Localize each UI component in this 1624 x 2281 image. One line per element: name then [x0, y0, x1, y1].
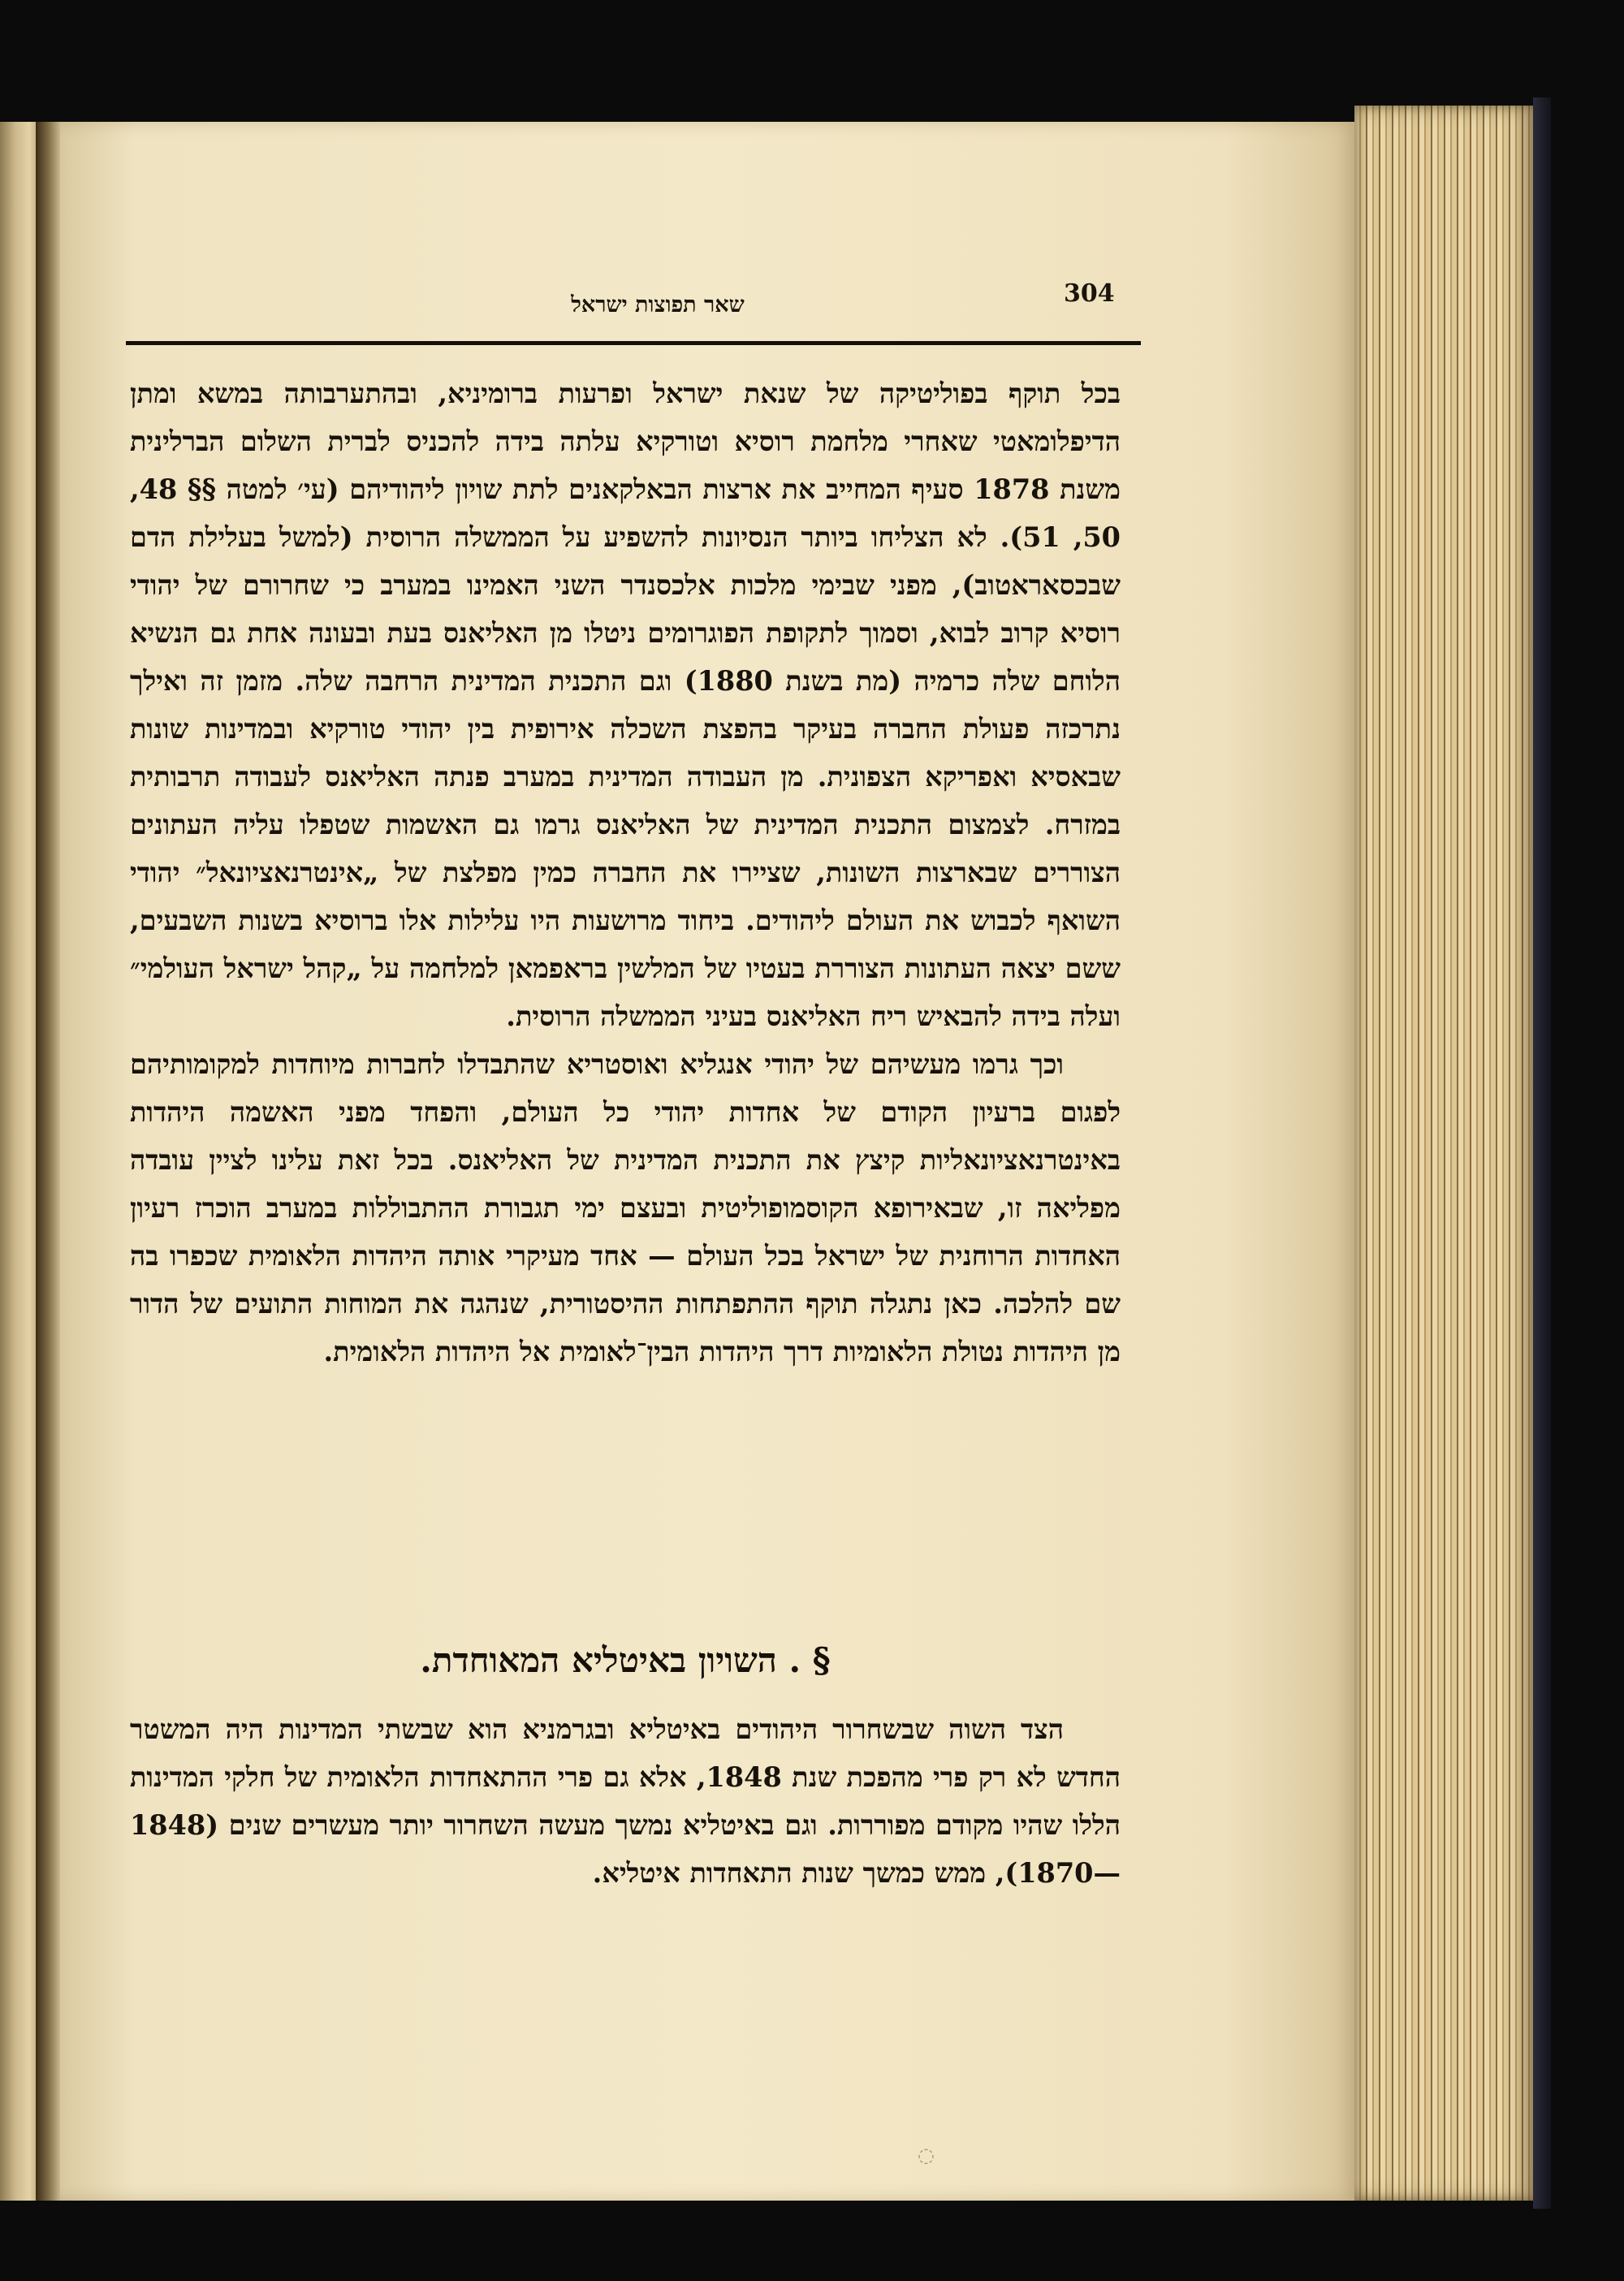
- section-heading: [130, 1640, 1121, 1681]
- facing-page-edge: [0, 122, 39, 2201]
- header-rule: [126, 341, 1141, 345]
- section-paragraph: הצד השוה שבשחרור היהודים באיטליא ובגרמניא הוא שבשתי המדינות היה המשטר החדש לא רק פרי מהפכת שנת 1848, אלא גם פרי ההתאחדות הלאומית של חלקי המדינות הללו שהיו מקודם מפוררות. וגם באיטליא נמשך מעשה השחרור יותר מעשרים שנים (1848—1870), ממש כמשך שנות התאחדות איטליא.: [130, 1713, 1121, 1889]
- body-text: [130, 369, 1121, 1376]
- paragraph-2: וכך גרמו מעשיהם של יהודי אנגליא ואוסטריא שהתבדלו לחברות מיוחדות למקומותיהם לפגום ברעיון הקודם של אחדות יהודי כל העולם, והפחד מפני האשמה היהדות באינטרנאציונאליות קיצץ את התכנית המדינית של האליאנס. בכל זאת עלינו לציין עובדה מפליאה זו, שבאירופא הקוסמופוליטית ובעצם ימי תגבורת ההתבוללות במערב הוכרז רעיון האחדות הרוחנית של ישראל בכל העולם — אחד מעיקרי אותה היהדות הלאומית שכפרו בה שם להלכה. כאן נתגלה תוקף ההתפתחות ההיסטורית, שנהגה את המוחות התועים של הדור מן היהדות נטולת הלאומיות דרך היהדות הבין־לאומית אל היהדות הלאומית.: [130, 1048, 1121, 1367]
- section-title: . השויון באיטליא המאוחדת.: [420, 1640, 801, 1680]
- section-text: [130, 1705, 1121, 1897]
- page-edges-stack: [1354, 106, 1541, 2201]
- book-gutter: [36, 122, 60, 2201]
- section-symbol: §: [812, 1640, 831, 1680]
- book-cover-edge: [1533, 97, 1551, 2209]
- footer-mark: ◌: [918, 2144, 935, 2167]
- paragraph-1: בכל תוקף בפוליטיקה של שנאת ישראל ופרעות ברומיניא, ובהתערבותה במשא ומתן הדיפלומאטי שאחרי מלחמת רוסיא וטורקיא עלתה בידה להכניס לברית השלום הברלינית משנת 1878 סעיף המחייב את ארצות הבאלקאנים לתת שויון ליהודיהם (עי׳ למטה §§ 48, 50, 51). לא הצליחו ביותר הנסיונות להשפיע על הממשלה הרוסית (למשל בעלילת הדם שבכסאראטוב), מפני שבימי מלכות אלכסנדר השני האמינו במערב כי שחרורם של יהודי רוסיא קרוב לבוא, וסמוך לתקופת הפוגרומים ניטלו מן האליאנס בעת ובעונה אחת גם הנשיא הלוחם שלה כרמיה (מת בשנת 1880) וגם התכנית המדינית הרחבה שלה. מזמן זה ואילך נתרכזה פעולת החברה בעיקר בהפצת השכלה אירופית בין יהודי טורקיא ובמדינות שונות שבאסיא ואפריקא הצפונית. מן העבודה המדינית במערב פנתה האליאנס לעבודה תרבותית במזרח. לצמצום התכנית המדינית של האליאנס גרמו גם האשמות שטפלו עליה העתונים הצוררים שבארצות השונות, שציירו את החברה כמין מפלצת של „אינטרנאציונאל״ יהודי השואף לכבוש את העולם ליהודים. ביחוד מרושעות היו עלילות אלו ברוסיא בשנות השבעים, ששם יצאה העתונות הצוררת בעטיו של המלשין בראפמאן למלחמה על „קהל ישראל העולמי״ ועלה בידה להבאיש ריח האליאנס בעיני הממשלה הרוסית.: [130, 378, 1121, 1032]
- page-number: 304: [1064, 279, 1115, 308]
- running-header-title: שאר תפוצות ישראל: [571, 292, 745, 318]
